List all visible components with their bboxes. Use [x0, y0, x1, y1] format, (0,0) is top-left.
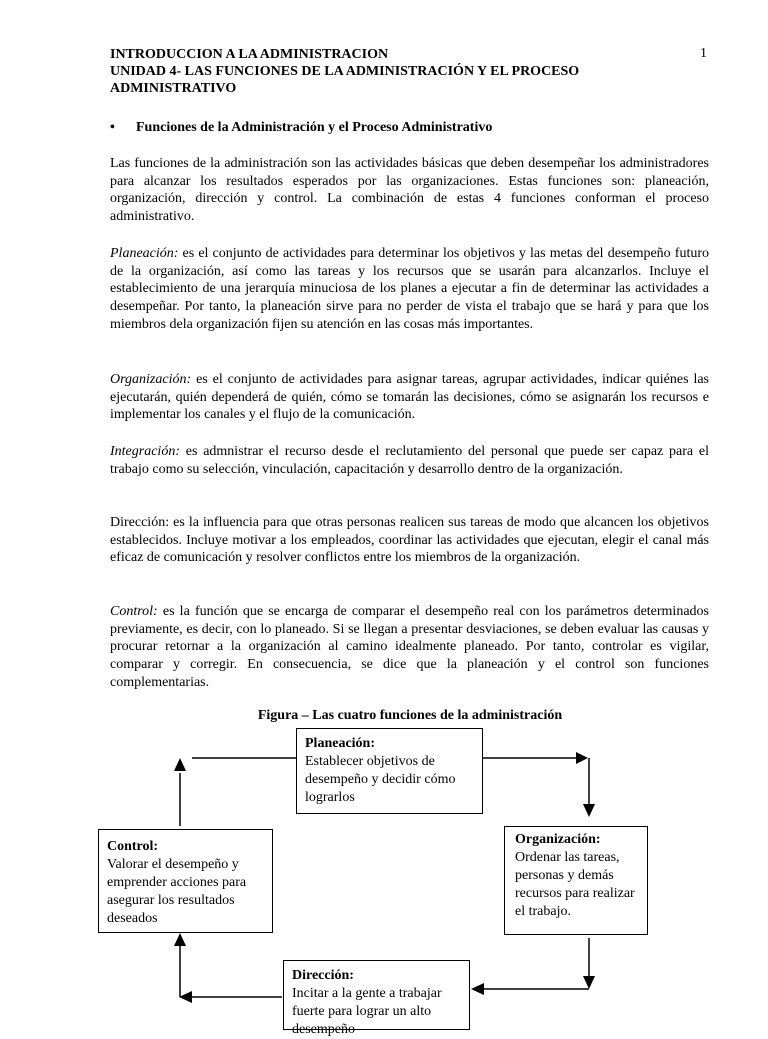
organizacion-box-title: Organización: — [515, 832, 601, 847]
arrow-up-to-control-icon — [174, 933, 186, 946]
direccion-box — [283, 960, 470, 1037]
planeacion-box-title: Planeación: — [305, 736, 375, 751]
intro-paragraph: Las funciones de la administración son las actividades básicas que deben desempeñar los administradores para alcanzar los resultados esperados por las organizaciones. Estas funciones son: planeación, organización, dirección y control. La combinación de estas 4 funciones conforman el proceso administrativo. — [110, 156, 709, 225]
direccion-box-title: Dirección: — [292, 968, 354, 983]
control-box-text: Valorar el desempeño y emprender acciones para asegurar los resultados deseados — [107, 857, 247, 926]
section-title: Funciones de la Administración y el Proceso Administrativo — [136, 120, 493, 135]
arrow-up-from-control-icon — [174, 758, 186, 771]
figure-caption: Figura – Las cuatro funciones de la administración — [257, 708, 563, 723]
planeacion-text: es el conjunto de actividades para determinar los objetivos y las metas del desempeño futuro de la organización, así como las tareas y los recursos que se usarán para alcanzarlos. Incluye el establecimiento de una jerarquía minuciosa de los planes a ejecutar a fin de determinar las actividades a desempeñar. Por tanto, la planeación sirve para no perder de vista el trabajo que se hará y para que los miembros dela organización fijen su atención en las cosas más importantes. — [110, 246, 709, 332]
course-title: INTRODUCCION A LA ADMINISTRACION — [110, 47, 389, 62]
organizacion-text: es el conjunto de actividades para asignar tareas, agrupar actividades, indicar quiénes las ejecutarán, quién dependerá de quién, cómo se tomarán las decisiones, cómo se asignarán los recursos e implementar los canales y el flujo de la comunicación. — [110, 372, 709, 423]
planeacion-box-text: Establecer objetivos de desempeño y decidir cómo lograrlos — [305, 754, 456, 805]
arrow-down-from-organizacion-icon — [583, 976, 595, 989]
control-box-title: Control: — [107, 839, 159, 854]
organizacion-term: Organización: — [110, 372, 192, 387]
direccion-box-text: Incitar a la gente a trabajar fuerte para lograr un alto desempeño — [292, 986, 442, 1037]
arrow-down-organizacion-icon — [583, 804, 595, 817]
arrow-to-organizacion-icon — [576, 752, 588, 764]
arrow-to-direccion-icon — [471, 983, 484, 995]
integracion-term: Integración: — [110, 444, 180, 459]
bullet-icon: • — [110, 120, 115, 135]
planeacion-box — [296, 728, 483, 814]
page-number: 1 — [700, 46, 707, 61]
unit-title: UNIDAD 4- LAS FUNCIONES DE LA ADMINISTRACIÓN Y EL PROCESO — [110, 64, 580, 79]
control-box — [98, 829, 273, 933]
direccion-paragraph: Dirección: es la influencia para que otras personas realicen sus tareas de modo que alcancen los objetivos establecidos. Incluye motivar a los empleados, coordinar las actividades que ejecutan, elegir el canal más eficaz de comunicación y resolver conflictos entre los miembros de la organización. — [110, 515, 709, 566]
organizacion-box-text: Ordenar las tareas, personas y demás recursos para realizar el trabajo. — [515, 850, 635, 919]
integracion-text: es admnistrar el recurso desde el reclutamiento del personal que puede ser capaz para el trabajo como su selección, vinculación, capacitación y desarrollo dentro de la organización. — [110, 444, 709, 477]
control-text: es la función que se encarga de comparar el desempeño real con los parámetros determinados previamente, es decir, con lo planeado. Si se llegan a presentar desviaciones, se deben evaluar las causas y procurar retornar a la organización al camino idealmente planeado. Por tanto, controlar es vigilar, comparar y corregir. En consecuencia, se dice que la planeación y el control son funciones complementarias. — [110, 604, 709, 690]
organizacion-box — [504, 826, 648, 935]
arrow-left-from-direccion-icon — [179, 991, 192, 1003]
unit-title-continued: ADMINISTRATIVO — [110, 81, 237, 96]
planeacion-term: Planeación: — [110, 246, 179, 261]
control-term: Control: — [110, 604, 158, 619]
